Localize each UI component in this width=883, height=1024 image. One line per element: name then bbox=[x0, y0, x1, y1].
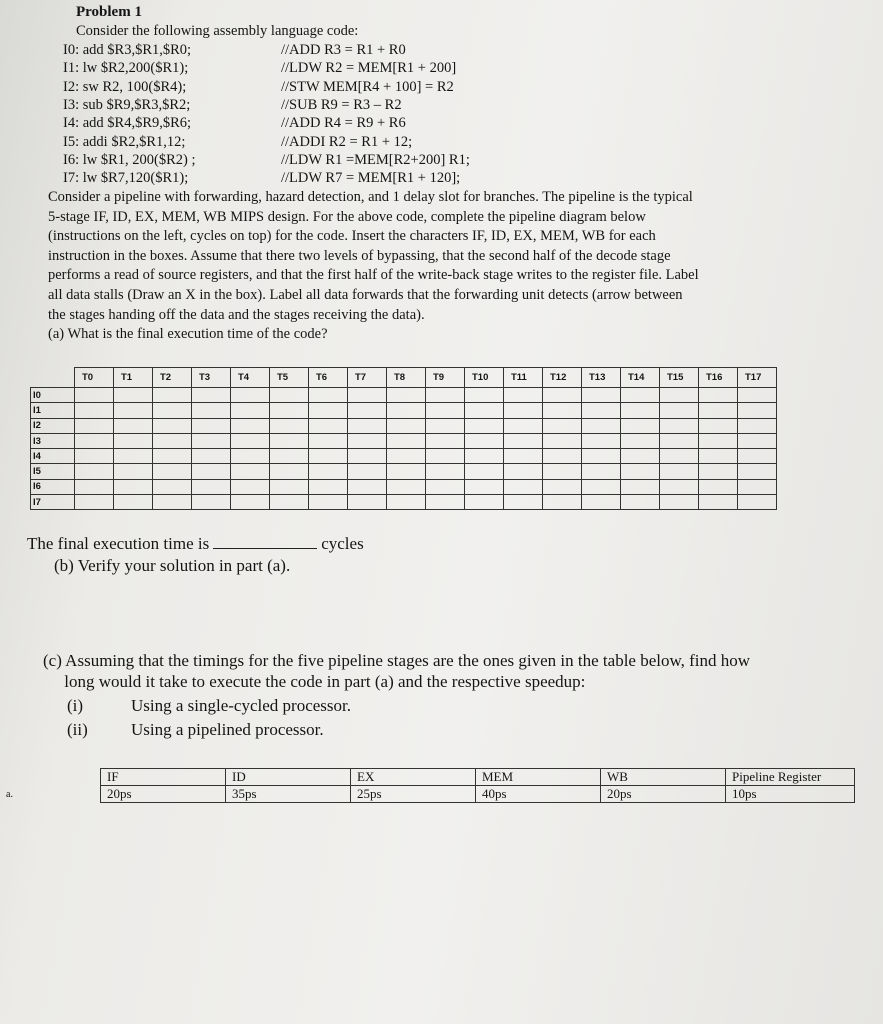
pipeline-cell[interactable] bbox=[543, 418, 582, 433]
pipeline-cell[interactable] bbox=[582, 418, 621, 433]
code-instruction: I0: add $R3,$R1,$R0; bbox=[63, 42, 192, 58]
pipeline-cell[interactable] bbox=[75, 495, 114, 510]
pipeline-cell[interactable] bbox=[699, 449, 738, 464]
pipeline-cell[interactable] bbox=[543, 388, 582, 403]
pipeline-cell[interactable] bbox=[192, 479, 231, 494]
pipeline-cell[interactable] bbox=[660, 388, 699, 403]
pipeline-cell[interactable] bbox=[699, 388, 738, 403]
pipeline-cell[interactable] bbox=[582, 433, 621, 448]
cycle-header: T5 bbox=[270, 368, 309, 388]
pipeline-cell[interactable] bbox=[465, 479, 504, 494]
pipeline-cell[interactable] bbox=[504, 388, 543, 403]
instruction-label: I1 bbox=[31, 403, 75, 418]
pipeline-cell[interactable] bbox=[660, 418, 699, 433]
pipeline-cell[interactable] bbox=[75, 464, 114, 479]
pipeline-cell[interactable] bbox=[270, 464, 309, 479]
pipeline-cell[interactable] bbox=[387, 464, 426, 479]
code-comment: //LDW R7 = MEM[R1 + 120]; bbox=[281, 170, 461, 187]
part-b: (b) Verify your solution in part (a). bbox=[54, 556, 291, 575]
pipeline-diagram-table bbox=[30, 367, 777, 510]
pipeline-cell[interactable] bbox=[270, 433, 309, 448]
timing-value: 35ps bbox=[226, 786, 351, 803]
paragraph-line: (instructions on the left, cycles on top) for the code. Insert the characters IF, ID, EX, MEM, WB for each bbox=[48, 228, 656, 245]
pipeline-cell[interactable] bbox=[114, 433, 153, 448]
pipeline-cell[interactable] bbox=[582, 495, 621, 510]
pipeline-cell[interactable] bbox=[231, 388, 270, 403]
pipeline-cell[interactable] bbox=[75, 449, 114, 464]
pipeline-cell[interactable] bbox=[504, 495, 543, 510]
instruction-label: I6 bbox=[31, 479, 75, 494]
pipeline-cell[interactable] bbox=[114, 464, 153, 479]
pipeline-cell[interactable] bbox=[348, 495, 387, 510]
pipeline-cell[interactable] bbox=[114, 418, 153, 433]
pipeline-cell[interactable] bbox=[348, 403, 387, 418]
pipeline-cell[interactable] bbox=[621, 495, 660, 510]
pipeline-cell[interactable] bbox=[504, 433, 543, 448]
cycle-header: T3 bbox=[192, 368, 231, 388]
pipeline-cell[interactable] bbox=[582, 449, 621, 464]
pipeline-cell[interactable] bbox=[582, 388, 621, 403]
grid-corner bbox=[31, 368, 75, 388]
pipeline-cell[interactable] bbox=[738, 495, 777, 510]
pipeline-cell[interactable] bbox=[426, 388, 465, 403]
final-time-prefix: The final execution time is bbox=[27, 534, 210, 553]
pipeline-row bbox=[31, 495, 777, 510]
pipeline-cell[interactable] bbox=[504, 464, 543, 479]
pipeline-cell[interactable] bbox=[153, 403, 192, 418]
cycle-header: T8 bbox=[387, 368, 426, 388]
pipeline-cell[interactable] bbox=[387, 433, 426, 448]
paragraph-line: the stages handing off the data and the stages receiving the data). bbox=[48, 306, 425, 323]
pipeline-cell[interactable] bbox=[75, 479, 114, 494]
pipeline-cell[interactable] bbox=[465, 464, 504, 479]
pipeline-cell[interactable] bbox=[309, 433, 348, 448]
pipeline-cell[interactable] bbox=[387, 479, 426, 494]
pipeline-cell[interactable] bbox=[699, 403, 738, 418]
code-comment: //STW MEM[R4 + 100] = R2 bbox=[281, 78, 454, 95]
part-c-ii bbox=[67, 720, 324, 740]
pipeline-cell[interactable] bbox=[465, 495, 504, 510]
timing-header: Pipeline Register bbox=[726, 769, 855, 786]
pipeline-cell[interactable] bbox=[270, 495, 309, 510]
pipeline-cell[interactable] bbox=[270, 418, 309, 433]
pipeline-cell[interactable] bbox=[738, 403, 777, 418]
paragraph-line: (a) What is the final execution time of the code? bbox=[48, 326, 328, 343]
pipeline-cell[interactable] bbox=[270, 388, 309, 403]
final-time-blank[interactable] bbox=[213, 534, 317, 549]
pipeline-cell[interactable] bbox=[231, 433, 270, 448]
pipeline-cell[interactable] bbox=[621, 449, 660, 464]
code-comment: //LDW R1 =MEM[R2+200] R1; bbox=[281, 151, 470, 168]
code-instruction: I4: add $R4,$R9,$R6; bbox=[63, 115, 192, 132]
pipeline-cell[interactable] bbox=[75, 433, 114, 448]
intro-text: Consider the following assembly language code: bbox=[76, 23, 359, 39]
pipeline-cell[interactable] bbox=[699, 433, 738, 448]
code-comment: //LDW R2 = MEM[R1 + 200] bbox=[281, 60, 457, 77]
part-c-i-text: Using a single-cycled processor. bbox=[131, 696, 351, 715]
pipeline-cell[interactable] bbox=[192, 433, 231, 448]
timing-header-row bbox=[0, 769, 855, 786]
pipeline-cell[interactable] bbox=[660, 449, 699, 464]
pipeline-cell[interactable] bbox=[192, 418, 231, 433]
pipeline-cell[interactable] bbox=[231, 449, 270, 464]
pipeline-cell[interactable] bbox=[738, 479, 777, 494]
instructions-paragraph bbox=[48, 188, 878, 345]
code-instruction: I6: lw $R1, 200($R2) ; bbox=[63, 151, 196, 168]
pipeline-row bbox=[31, 418, 777, 433]
pipeline-cell[interactable] bbox=[582, 403, 621, 418]
timing-header: IF bbox=[101, 769, 226, 786]
pipeline-cell[interactable] bbox=[660, 403, 699, 418]
part-c-ii-text: Using a pipelined processor. bbox=[131, 720, 324, 739]
timing-header: WB bbox=[601, 769, 726, 786]
pipeline-cell[interactable] bbox=[621, 418, 660, 433]
code-instruction: I2: sw R2, 100($R4); bbox=[63, 78, 187, 95]
instruction-label: I2 bbox=[31, 418, 75, 433]
code-instruction: I5: addi $R2,$R1,12; bbox=[63, 133, 186, 150]
code-instruction: I1: lw $R2,200($R1); bbox=[63, 60, 189, 77]
pipeline-cell[interactable] bbox=[192, 495, 231, 510]
pipeline-cell[interactable] bbox=[621, 464, 660, 479]
cycle-header: T7 bbox=[348, 368, 387, 388]
pipeline-row bbox=[31, 479, 777, 494]
code-instruction: I7: lw $R7,120($R1); bbox=[63, 170, 189, 187]
pipeline-cell[interactable] bbox=[387, 403, 426, 418]
paragraph-line: Consider a pipeline with forwarding, hazard detection, and 1 delay slot for branches. The pipeline is the typical bbox=[48, 189, 693, 205]
pipeline-cell[interactable] bbox=[153, 418, 192, 433]
pipeline-cell[interactable] bbox=[114, 388, 153, 403]
pipeline-cell[interactable] bbox=[426, 418, 465, 433]
pipeline-cell[interactable] bbox=[621, 403, 660, 418]
code-comment: //SUB R9 = R3 – R2 bbox=[281, 96, 402, 113]
pipeline-cell[interactable] bbox=[192, 403, 231, 418]
timing-value: 25ps bbox=[351, 786, 476, 803]
instruction-label: I4 bbox=[31, 449, 75, 464]
pipeline-cell[interactable] bbox=[231, 464, 270, 479]
pipeline-cell[interactable] bbox=[309, 403, 348, 418]
part-c-line: (c) Assuming that the timings for the five pipeline stages are the ones given in the table below, find how bbox=[43, 651, 751, 670]
pipeline-cell[interactable] bbox=[387, 418, 426, 433]
final-time-suffix: cycles bbox=[321, 534, 364, 553]
pipeline-cell[interactable] bbox=[387, 495, 426, 510]
pipeline-cell[interactable] bbox=[465, 449, 504, 464]
pipeline-cell[interactable] bbox=[660, 495, 699, 510]
timing-value: 20ps bbox=[101, 786, 226, 803]
pipeline-cell[interactable] bbox=[75, 418, 114, 433]
pipeline-cell[interactable] bbox=[309, 449, 348, 464]
instruction-label: I5 bbox=[31, 464, 75, 479]
pipeline-cell[interactable] bbox=[348, 479, 387, 494]
cycle-header: T16 bbox=[699, 368, 738, 388]
cycle-header: T12 bbox=[543, 368, 582, 388]
cycle-header: T1 bbox=[114, 368, 153, 388]
pipeline-cell[interactable] bbox=[699, 495, 738, 510]
pipeline-row bbox=[31, 388, 777, 403]
pipeline-cell[interactable] bbox=[75, 403, 114, 418]
pipeline-cell[interactable] bbox=[660, 479, 699, 494]
pipeline-cell[interactable] bbox=[738, 464, 777, 479]
final-time-line bbox=[27, 534, 364, 554]
pipeline-cell[interactable] bbox=[348, 418, 387, 433]
pipeline-cell[interactable] bbox=[387, 388, 426, 403]
pipeline-cell[interactable] bbox=[621, 433, 660, 448]
part-c-line: long would it take to execute the code in part (a) and the respective speedup: bbox=[43, 672, 586, 691]
pipeline-cell[interactable] bbox=[426, 403, 465, 418]
pipeline-cell[interactable] bbox=[426, 449, 465, 464]
pipeline-cell[interactable] bbox=[543, 449, 582, 464]
pipeline-cell[interactable] bbox=[465, 418, 504, 433]
pipeline-cell[interactable] bbox=[543, 479, 582, 494]
pipeline-cell[interactable] bbox=[738, 418, 777, 433]
timing-header: ID bbox=[226, 769, 351, 786]
pipeline-cell[interactable] bbox=[348, 388, 387, 403]
pipeline-cell[interactable] bbox=[738, 388, 777, 403]
code-instruction: I3: sub $R9,$R3,$R2; bbox=[63, 96, 191, 113]
pipeline-cell[interactable] bbox=[153, 449, 192, 464]
cycle-header: T10 bbox=[465, 368, 504, 388]
pipeline-cell[interactable] bbox=[699, 418, 738, 433]
pipeline-cell[interactable] bbox=[309, 479, 348, 494]
pipeline-cell[interactable] bbox=[309, 495, 348, 510]
timing-row-label-spacer bbox=[0, 769, 101, 786]
pipeline-cell[interactable] bbox=[738, 449, 777, 464]
pipeline-cell[interactable] bbox=[582, 464, 621, 479]
cycle-header: T9 bbox=[426, 368, 465, 388]
part-c-i bbox=[67, 696, 351, 716]
pipeline-cell[interactable] bbox=[153, 479, 192, 494]
timing-value: 10ps bbox=[726, 786, 855, 803]
pipeline-cell[interactable] bbox=[231, 495, 270, 510]
code-comment: //ADDI R2 = R1 + 12; bbox=[281, 133, 413, 150]
paragraph-line: 5-stage IF, ID, EX, MEM, WB MIPS design. For the above code, complete the pipeline diagram below bbox=[48, 208, 646, 225]
pipeline-row bbox=[31, 464, 777, 479]
pipeline-cell[interactable] bbox=[582, 479, 621, 494]
pipeline-cell[interactable] bbox=[699, 479, 738, 494]
pipeline-cell[interactable] bbox=[465, 388, 504, 403]
pipeline-cell[interactable] bbox=[270, 449, 309, 464]
pipeline-cell[interactable] bbox=[348, 449, 387, 464]
pipeline-cell[interactable] bbox=[504, 418, 543, 433]
pipeline-cell[interactable] bbox=[543, 495, 582, 510]
cycle-header: T14 bbox=[621, 368, 660, 388]
pipeline-cell[interactable] bbox=[504, 403, 543, 418]
pipeline-cell[interactable] bbox=[660, 464, 699, 479]
instruction-label: I0 bbox=[31, 388, 75, 403]
pipeline-cell[interactable] bbox=[426, 433, 465, 448]
pipeline-cell[interactable] bbox=[309, 464, 348, 479]
timing-header: MEM bbox=[476, 769, 601, 786]
stage-timing-table bbox=[0, 768, 855, 803]
pipeline-cell[interactable] bbox=[465, 403, 504, 418]
instruction-label: I3 bbox=[31, 433, 75, 448]
part-c-ii-number: (ii) bbox=[67, 720, 88, 739]
pipeline-cell[interactable] bbox=[543, 464, 582, 479]
pipeline-row bbox=[31, 403, 777, 418]
timing-header: EX bbox=[351, 769, 476, 786]
paragraph-line: instruction in the boxes. Assume that there two levels of bypassing, that the second half of the decode stage bbox=[48, 247, 671, 264]
pipeline-row bbox=[31, 449, 777, 464]
code-comment: //ADD R3 = R1 + R0 bbox=[281, 42, 406, 58]
timing-value: 40ps bbox=[476, 786, 601, 803]
cycle-header: T11 bbox=[504, 368, 543, 388]
timing-value: 20ps bbox=[601, 786, 726, 803]
pipeline-cell[interactable] bbox=[114, 479, 153, 494]
pipeline-cell[interactable] bbox=[231, 403, 270, 418]
pipeline-cell[interactable] bbox=[114, 403, 153, 418]
cycle-header: T15 bbox=[660, 368, 699, 388]
cycle-header: T17 bbox=[738, 368, 777, 388]
pipeline-cell[interactable] bbox=[348, 464, 387, 479]
pipeline-cell[interactable] bbox=[309, 418, 348, 433]
problem-title: Problem 1 bbox=[76, 4, 142, 20]
pipeline-cell[interactable] bbox=[153, 495, 192, 510]
pipeline-cell[interactable] bbox=[426, 464, 465, 479]
pipeline-cell[interactable] bbox=[231, 418, 270, 433]
pipeline-cell[interactable] bbox=[231, 479, 270, 494]
instruction-label: I7 bbox=[31, 495, 75, 510]
timing-row-label: a. bbox=[0, 786, 101, 803]
pipeline-cell[interactable] bbox=[543, 433, 582, 448]
timing-value-row bbox=[0, 786, 855, 803]
cycle-header: T0 bbox=[75, 368, 114, 388]
pipeline-cell[interactable] bbox=[699, 464, 738, 479]
pipeline-cell[interactable] bbox=[387, 449, 426, 464]
paragraph-line: all data stalls (Draw an X in the box). Label all data forwards that the forwarding unit detects (arrow between bbox=[48, 286, 683, 303]
part-c-i-number: (i) bbox=[67, 696, 84, 715]
pipeline-cell[interactable] bbox=[504, 479, 543, 494]
pipeline-cell[interactable] bbox=[114, 449, 153, 464]
pipeline-cell[interactable] bbox=[114, 495, 153, 510]
pipeline-cell[interactable] bbox=[660, 433, 699, 448]
pipeline-cell[interactable] bbox=[426, 495, 465, 510]
pipeline-cell[interactable] bbox=[153, 464, 192, 479]
pipeline-cell[interactable] bbox=[738, 433, 777, 448]
cycle-header: T4 bbox=[231, 368, 270, 388]
code-comment: //ADD R4 = R9 + R6 bbox=[281, 115, 406, 132]
pipeline-cell[interactable] bbox=[192, 449, 231, 464]
pipeline-cell[interactable] bbox=[465, 433, 504, 448]
pipeline-cell[interactable] bbox=[153, 388, 192, 403]
pipeline-cell[interactable] bbox=[75, 388, 114, 403]
paragraph-line: performs a read of source registers, and that the first half of the write-back stage writes to the register file. Label bbox=[48, 267, 699, 284]
pipeline-row bbox=[31, 433, 777, 448]
pipeline-cell[interactable] bbox=[309, 388, 348, 403]
pipeline-cell[interactable] bbox=[192, 388, 231, 403]
pipeline-cell[interactable] bbox=[543, 403, 582, 418]
pipeline-cell[interactable] bbox=[348, 433, 387, 448]
pipeline-cell[interactable] bbox=[192, 464, 231, 479]
pipeline-cell[interactable] bbox=[153, 433, 192, 448]
pipeline-cell[interactable] bbox=[621, 388, 660, 403]
cycle-header: T2 bbox=[153, 368, 192, 388]
cycle-header: T13 bbox=[582, 368, 621, 388]
pipeline-cell[interactable] bbox=[270, 403, 309, 418]
part-c bbox=[43, 650, 750, 692]
pipeline-cell[interactable] bbox=[270, 479, 309, 494]
cycle-header: T6 bbox=[309, 368, 348, 388]
pipeline-cell[interactable] bbox=[504, 449, 543, 464]
pipeline-cell[interactable] bbox=[426, 479, 465, 494]
pipeline-cell[interactable] bbox=[621, 479, 660, 494]
